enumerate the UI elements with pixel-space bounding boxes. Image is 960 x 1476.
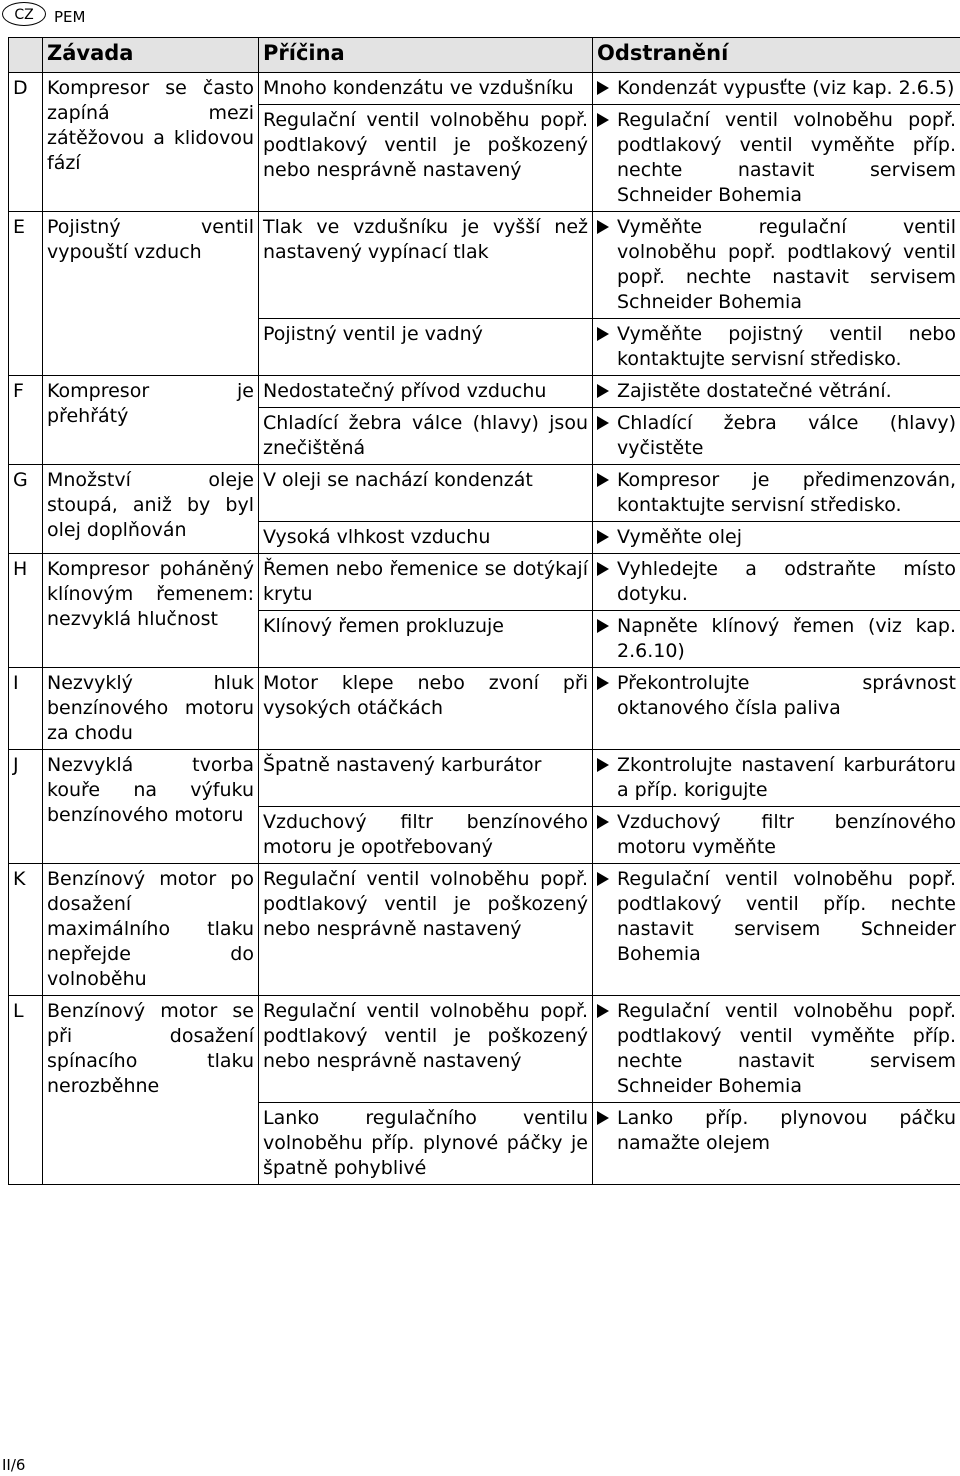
triangle-bullet-icon <box>597 416 609 430</box>
triangle-bullet-icon <box>597 473 609 487</box>
solution-cell <box>593 668 960 750</box>
fault-id: K <box>9 864 43 996</box>
cause-cell: Regulační ventil volnoběhu popř. podtlakový ventil je poškozený nebo nesprávně nastavený <box>259 105 593 212</box>
fault-description: Kompresor je přehřátý <box>43 376 259 465</box>
triangle-bullet-icon <box>597 530 609 544</box>
solution-cell <box>593 750 960 807</box>
solution-cell <box>593 611 960 668</box>
cause-cell: V oleji se nachází kondenzát <box>259 465 593 522</box>
fault-description: Nezvyklá tvorba kouře na výfuku benzínového motoru <box>43 750 259 864</box>
solution-cell <box>593 996 960 1103</box>
header-fault: Závada <box>43 38 259 73</box>
triangle-bullet-icon <box>597 619 609 633</box>
triangle-bullet-icon <box>597 562 609 576</box>
solution-cell <box>593 465 960 522</box>
header-blank <box>9 38 43 73</box>
triangle-bullet-icon <box>597 327 609 341</box>
language-badge: CZ <box>2 2 46 26</box>
solution-text: Vzduchový filtr benzínového motoru vyměňte <box>617 811 956 858</box>
fault-id: I <box>9 668 43 750</box>
solution-text: Vyhledejte a odstraňte místo dotyku. <box>617 558 956 605</box>
header-solution: Odstranění <box>593 38 960 73</box>
table-row <box>9 750 960 807</box>
solution-item <box>597 322 956 372</box>
fault-description: Nezvyklý hluk benzínového motoru za chodu <box>43 668 259 750</box>
cause-cell: Nedostatečný přívod vzduchu <box>259 376 593 408</box>
triangle-bullet-icon <box>597 815 609 829</box>
triangle-bullet-icon <box>597 1004 609 1018</box>
page-number: II/6 <box>2 1456 26 1474</box>
solution-cell <box>593 1103 960 1185</box>
solution-text: Regulační ventil volnoběhu popř. podtlakový ventil vyměňte příp. nechte nastavit servisem Schneider Bohemia <box>617 109 956 206</box>
cause-cell: Motor klepe nebo zvoní při vysokých otáčkách <box>259 668 593 750</box>
triangle-bullet-icon <box>597 758 609 772</box>
fault-description: Kompresor se často zapíná mezi zátěžovou a klidovou fází <box>43 73 259 212</box>
troubleshooting-table <box>8 37 960 1185</box>
table-body <box>9 73 960 1185</box>
cause-cell: Lanko regulačního ventilu volnoběhu příp. plynové páčky je špatně pohyblivé <box>259 1103 593 1185</box>
triangle-bullet-icon <box>597 384 609 398</box>
model-label: PEM <box>54 8 86 26</box>
solution-item <box>597 215 956 315</box>
solution-cell <box>593 105 960 212</box>
fault-description: Benzínový motor po dosažení maximálního tlaku nepřejde do volnoběhu <box>43 864 259 996</box>
fault-description: Benzínový motor se při dosažení spínacího tlaku nerozběhne <box>43 996 259 1185</box>
solution-text: Lanko příp. plynovou páčku namažte olejem <box>617 1107 956 1154</box>
page-header <box>0 0 300 34</box>
solution-item <box>597 525 956 550</box>
triangle-bullet-icon <box>597 872 609 886</box>
solution-text: Vyměňte olej <box>617 526 743 548</box>
solution-cell <box>593 212 960 319</box>
triangle-bullet-icon <box>597 81 609 95</box>
fault-id: G <box>9 465 43 554</box>
solution-text: Překontrolujte správnost oktanového čísla paliva <box>617 672 956 719</box>
solution-text: Zkontrolujte nastavení karburátoru a příp. korigujte <box>617 754 956 801</box>
solution-cell <box>593 319 960 376</box>
solution-text: Regulační ventil volnoběhu popř. podtlakový ventil vyměňte příp. nechte nastavit servisem Schneider Bohemia <box>617 1000 956 1097</box>
cause-cell: Pojistný ventil je vadný <box>259 319 593 376</box>
header-cause: Příčina <box>259 38 593 73</box>
solution-item <box>597 671 956 721</box>
solution-cell <box>593 73 960 105</box>
cause-cell: Mnoho kondenzátu ve vzdušníku <box>259 73 593 105</box>
fault-id: H <box>9 554 43 668</box>
table-row <box>9 864 960 996</box>
cause-cell: Chladící žebra válce (hlavy) jsou znečištěná <box>259 408 593 465</box>
fault-id: F <box>9 376 43 465</box>
solution-text: Kompresor je předimenzován, kontaktujte servisní středisko. <box>617 469 956 516</box>
solution-item <box>597 76 956 101</box>
solution-item <box>597 468 956 518</box>
solution-cell <box>593 864 960 996</box>
solution-cell <box>593 554 960 611</box>
table-row <box>9 554 960 611</box>
solution-cell <box>593 376 960 408</box>
table-row <box>9 668 960 750</box>
fault-id: E <box>9 212 43 376</box>
fault-id: D <box>9 73 43 212</box>
cause-cell: Řemen nebo řemenice se dotýkají krytu <box>259 554 593 611</box>
fault-description: Pojistný ventil vypouští vzduch <box>43 212 259 376</box>
table-header-row <box>9 38 960 73</box>
solution-item <box>597 411 956 461</box>
solution-item <box>597 1106 956 1156</box>
triangle-bullet-icon <box>597 1111 609 1125</box>
solution-cell <box>593 807 960 864</box>
cause-cell: Špatně nastavený karburátor <box>259 750 593 807</box>
table-row <box>9 212 960 319</box>
cause-cell: Regulační ventil volnoběhu popř. podtlakový ventil je poškozený nebo nesprávně nastavený <box>259 996 593 1103</box>
solution-text: Regulační ventil volnoběhu popř. podtlakový ventil příp. nechte nastavit servisem Schneider Bohemia <box>617 868 956 965</box>
solution-item <box>597 810 956 860</box>
solution-item <box>597 614 956 664</box>
triangle-bullet-icon <box>597 220 609 234</box>
solution-text: Chladící žebra válce (hlavy) vyčistěte <box>617 412 956 459</box>
cause-cell: Klínový řemen prokluzuje <box>259 611 593 668</box>
solution-item <box>597 867 956 967</box>
solution-item <box>597 557 956 607</box>
solution-item <box>597 108 956 208</box>
table-row <box>9 73 960 105</box>
solution-item <box>597 999 956 1099</box>
solution-cell <box>593 522 960 554</box>
solution-item <box>597 753 956 803</box>
cause-cell: Regulační ventil volnoběhu popř. podtlakový ventil je poškozený nebo nesprávně nastavený <box>259 864 593 996</box>
solution-text: Kondenzát vypusťte (viz kap. 2.6.5) <box>617 77 955 99</box>
fault-id: J <box>9 750 43 864</box>
table-row <box>9 376 960 408</box>
cause-cell: Vysoká vlhkost vzduchu <box>259 522 593 554</box>
fault-description: Množství oleje stoupá, aniž by byl olej doplňován <box>43 465 259 554</box>
solution-text: Vyměňte regulační ventil volnoběhu popř. podtlakový ventil popř. nechte nastavit servisem Schneider Bohemia <box>617 216 956 313</box>
cause-cell: Vzduchový filtr benzínového motoru je opotřebovaný <box>259 807 593 864</box>
table-row <box>9 465 960 522</box>
solution-text: Zajistěte dostatečné větrání. <box>617 380 892 402</box>
solution-text: Napněte klínový řemen (viz kap. 2.6.10) <box>617 615 956 662</box>
cause-cell: Tlak ve vzdušníku je vyšší než nastavený vypínací tlak <box>259 212 593 319</box>
triangle-bullet-icon <box>597 113 609 127</box>
solution-cell <box>593 408 960 465</box>
solution-item <box>597 379 956 404</box>
fault-description: Kompresor poháněný klínovým řemenem: nezvyklá hlučnost <box>43 554 259 668</box>
table-row <box>9 996 960 1103</box>
fault-id: L <box>9 996 43 1185</box>
solution-text: Vyměňte pojistný ventil nebo kontaktujte servisní středisko. <box>617 323 956 370</box>
triangle-bullet-icon <box>597 676 609 690</box>
